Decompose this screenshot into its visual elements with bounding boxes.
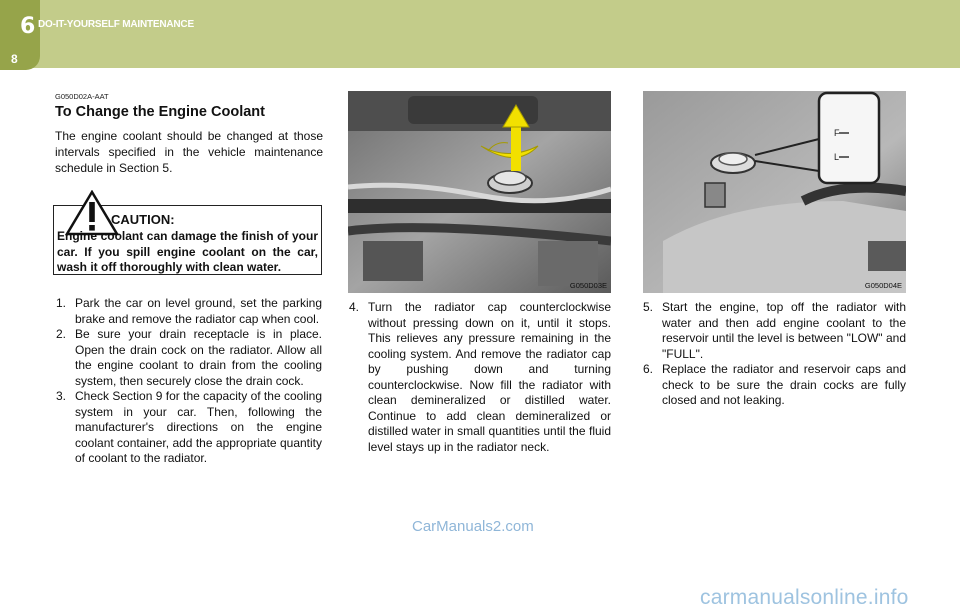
step-text: Start the engine, top off the radiator with water and then add engine coolant to the reservoir until the level is between "LOW" and "FULL". [662,300,906,361]
figure-code: G050D03E [569,281,607,290]
step-number: 1. [56,296,67,310]
chapter-number: 6 [20,14,36,39]
list-item [643,362,906,409]
watermark-carmanuals2[interactable]: CarManuals2.com [412,518,534,535]
low-mark-label: L [834,152,840,162]
step-number: 2. [56,327,67,341]
caution-box [53,205,322,275]
step-number: 3. [56,389,67,403]
section-code: G050D02A-AAT [55,92,109,101]
list-item [349,300,611,455]
full-mark-label: F [834,128,840,138]
reservoir-illustration [643,91,906,293]
radiator-cap-photo [348,91,611,293]
intro-paragraph: The engine coolant should be changed at those intervals specified in the vehicle maintenance schedule in Section 5. [55,129,323,175]
step-text: Check Section 9 for the capacity of the cooling system in your car. Then, following the manufacturer's directions on the engine coolant container, add the appropriate quantity of coolant to the radiator. [75,389,322,465]
step-number: 6. [643,362,654,376]
step-text: Turn the radiator cap counterclockwise without pressing down on it, until it stops. This relieves any pressure remaining in the cooling system. And remove the radiator cap by pushing down and turning counterclockwise. Now fill the radiator with clean demineralized or distilled water. Continue to add clean demineralized or distilled water in small quantities until the fluid level stays up in the radiator neck. [368,300,611,454]
section-intro [55,88,323,176]
step-text: Be sure your drain receptacle is in place. Open the drain cock on the radiator. Allow all the engine coolant to drain from the cooling system, then securely close the drain cock. [75,327,322,388]
caution-text: Engine coolant can damage the finish of your car. If you spill engine coolant on the car, wash it off thoroughly with clean water. [57,229,318,274]
radiator-cap-illustration [348,91,611,293]
reservoir-photo [643,91,906,293]
list-item [56,389,322,467]
list-item [56,327,322,389]
figure-code: G050D04E [864,281,902,290]
step-text: Replace the radiator and reservoir caps and check to be sure the drain cocks are fully closed and not leaking. [662,362,906,407]
page-number: 8 [11,52,18,66]
watermark-carmanualsonline: carmanualsonline.info [700,586,909,609]
list-item [643,300,906,362]
section-title: To Change the Engine Coolant [55,104,265,120]
step-text: Park the car on level ground, set the parking brake and remove the radiator cap when cool. [75,296,322,326]
steps-list-1 [56,296,322,467]
caution-title: CAUTION: [111,212,175,227]
step-number: 5. [643,300,654,314]
steps-list-3 [643,300,906,409]
chapter-title: DO-IT-YOURSELF MAINTENANCE [38,19,194,30]
step-number: 4. [349,300,360,314]
steps-list-2 [349,300,611,455]
list-item [56,296,322,327]
header-band [0,0,960,68]
